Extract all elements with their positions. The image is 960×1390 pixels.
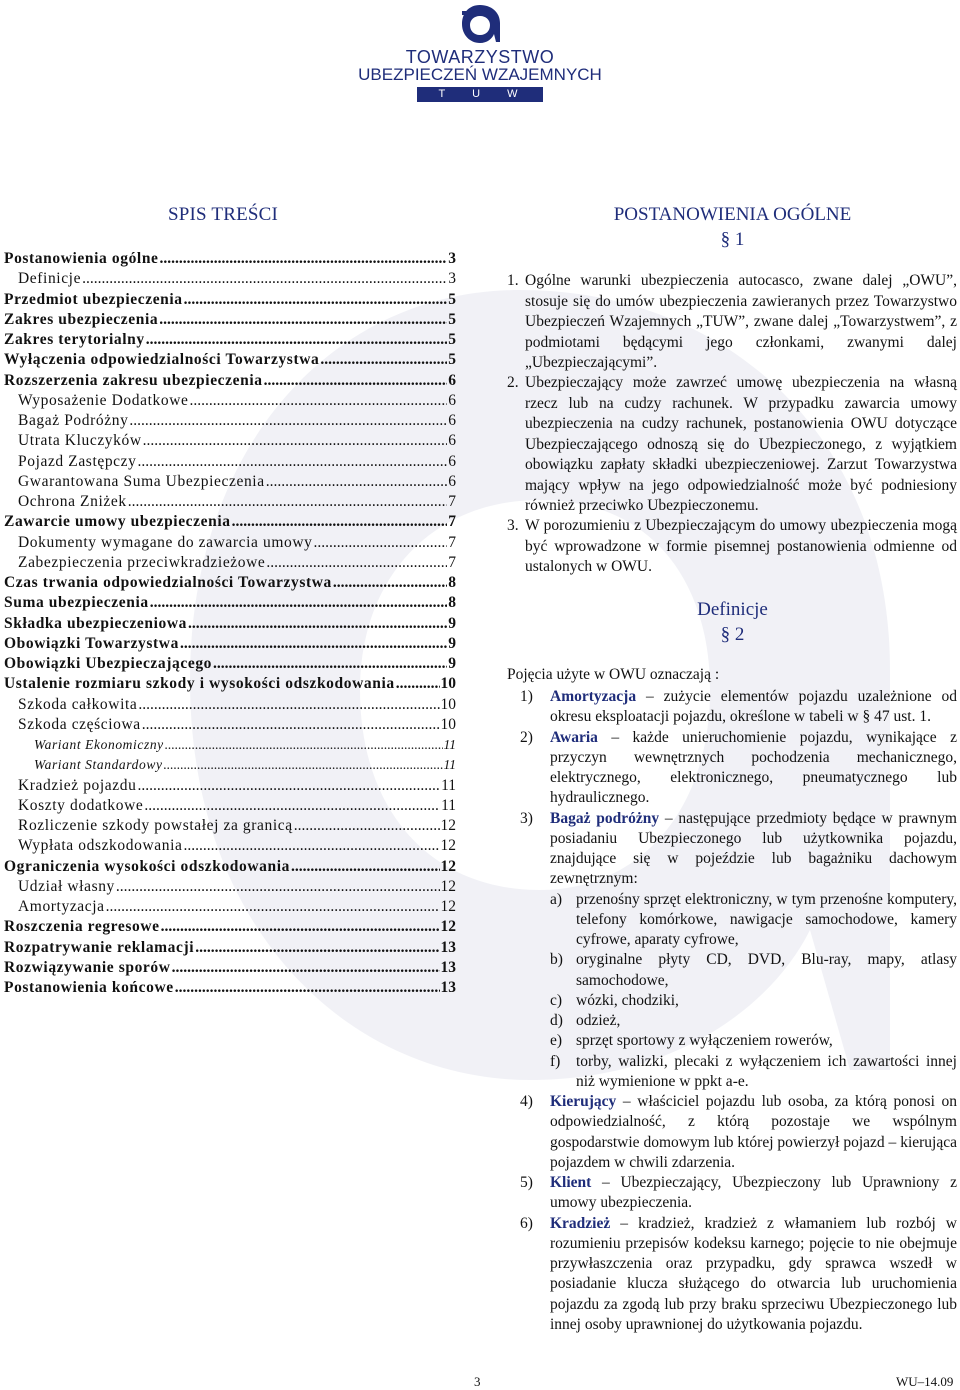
toc-dot-leader bbox=[159, 310, 447, 330]
definition-term: Kierujący bbox=[550, 1093, 617, 1110]
definition-subitem-text: odzież, bbox=[576, 1012, 621, 1029]
toc-item-page: 6 bbox=[448, 452, 456, 470]
definition-subitem-letter: f) bbox=[550, 1052, 561, 1070]
toc-dot-leader bbox=[294, 816, 440, 836]
toc-item-page: 7 bbox=[448, 513, 456, 531]
toc-dot-leader bbox=[184, 290, 448, 310]
toc-dot-leader bbox=[106, 897, 440, 917]
toc-item bbox=[4, 492, 456, 512]
toc-dot-leader bbox=[172, 958, 440, 978]
toc-item bbox=[4, 330, 456, 350]
toc-item-page: 11 bbox=[443, 757, 456, 773]
toc-item bbox=[4, 715, 456, 735]
toc-item bbox=[4, 472, 456, 492]
definition-term: Amortyzacja bbox=[550, 688, 637, 705]
toc-item bbox=[4, 371, 456, 391]
toc-dot-leader bbox=[266, 553, 447, 573]
toc-item-page: 7 bbox=[448, 493, 456, 510]
toc-dot-leader bbox=[146, 330, 448, 350]
definition-subitem bbox=[550, 991, 957, 1011]
logo-line1: TOWARZYSTWO bbox=[405, 47, 555, 67]
definition-subitem-letter: d) bbox=[550, 1012, 563, 1029]
toc-dot-leader bbox=[138, 452, 448, 472]
definition-term: Kradzież bbox=[550, 1214, 611, 1232]
toc-item-page: 3 bbox=[448, 270, 456, 288]
definition-subitem-text: torby, walizki, plecaki z wyłączeniem ich zawartości innej niż wymienione w ppkt a-e. bbox=[576, 1052, 957, 1090]
general-paragraph-3: 3. W porozumieniu z Ubezpieczającym do umowy ubezpieczenia mogą być wprowadzone w formie pisemnej postanowienia odmienne od ustalonych w OWU. bbox=[507, 517, 957, 575]
toc-item-label: Zawarcie umowy ubezpieczenia bbox=[4, 513, 231, 531]
toc-item-page: 12 bbox=[440, 817, 456, 834]
toc-dot-leader bbox=[138, 695, 439, 715]
toc-dot-leader bbox=[189, 391, 447, 411]
toc-item-page: 12 bbox=[440, 877, 456, 895]
toc-item-page: 5 bbox=[448, 331, 456, 348]
toc-item-page: 13 bbox=[440, 938, 456, 956]
definition-item bbox=[520, 1092, 957, 1173]
toc-dot-leader bbox=[116, 877, 440, 897]
toc-item-label: Obowiązki Ubezpieczającego bbox=[4, 655, 213, 672]
toc-item-label: Koszty dodatkowe bbox=[18, 796, 144, 814]
toc-item-page: 5 bbox=[448, 351, 456, 369]
definition-sublist bbox=[550, 890, 957, 1093]
toc-item-page: 12 bbox=[440, 918, 456, 936]
definition-term: Klient bbox=[550, 1174, 592, 1191]
toc-item-page: 11 bbox=[441, 796, 456, 814]
definition-number: 1) bbox=[520, 688, 533, 705]
toc-item-label: Obowiązki Towarzystwa bbox=[4, 634, 179, 652]
toc-item bbox=[4, 958, 456, 978]
toc-item-label: Czas trwania odpowiedzialności Towarzystwa bbox=[4, 574, 332, 591]
toc-item-label: Roszczenia regresowe bbox=[4, 918, 160, 936]
toc-item bbox=[4, 877, 456, 897]
toc-dot-leader bbox=[188, 614, 447, 634]
toc-item bbox=[4, 796, 456, 816]
toc-dot-leader bbox=[264, 371, 448, 391]
definition-subitem bbox=[550, 1052, 957, 1093]
toc-item-label: Suma ubezpieczenia bbox=[4, 594, 149, 612]
document-code: WU–14.09 bbox=[896, 1374, 954, 1389]
toc-item bbox=[4, 836, 456, 856]
toc-dot-leader bbox=[213, 654, 447, 674]
toc-item-label: Szkoda częściowa bbox=[18, 715, 141, 733]
toc-item bbox=[4, 634, 456, 654]
toc-dot-leader bbox=[183, 836, 439, 856]
definition-subitem bbox=[550, 890, 957, 951]
toc-item bbox=[4, 533, 456, 553]
definition-term: Bagaż podróżny bbox=[550, 809, 660, 827]
definition-subitem-text: przenośny sprzęt elektroniczny, w tym przenośne komputery, telefony komórkowe, nawigacje samochodowe, kamery cyfrowe, aparaty cyfrowe, bbox=[576, 890, 957, 948]
toc-dot-leader bbox=[396, 674, 440, 694]
toc-item-label: Ograniczenia wysokości odszkodowania bbox=[4, 857, 290, 875]
definition-subitem bbox=[550, 1011, 957, 1031]
toc-item-label: Postanowienia końcowe bbox=[4, 979, 174, 996]
toc-item-page: 9 bbox=[448, 634, 456, 652]
definition-subitem-text: wózki, chodziki, bbox=[576, 991, 679, 1009]
toc-item-label: Postanowienia ogólne bbox=[4, 250, 159, 267]
toc-item-label: Bagaż Podróżny bbox=[18, 412, 129, 429]
toc-item bbox=[4, 614, 456, 634]
toc-item bbox=[4, 391, 456, 411]
toc-item bbox=[4, 593, 456, 613]
toc-item-page: 8 bbox=[448, 574, 456, 591]
toc-item bbox=[4, 249, 456, 269]
definition-item bbox=[520, 687, 957, 728]
definition-item bbox=[520, 809, 957, 1093]
toc-item bbox=[4, 431, 456, 451]
toc-item-label: Pojazd Zastępczy bbox=[18, 452, 137, 470]
toc-item-page: 7 bbox=[448, 533, 456, 551]
toc-item-page: 13 bbox=[440, 958, 456, 976]
toc-item bbox=[4, 938, 456, 958]
toc-item bbox=[4, 452, 456, 472]
toc-item-label: Kradzież pojazdu bbox=[18, 776, 137, 794]
definition-number: 5) bbox=[520, 1174, 533, 1191]
toc-dot-leader bbox=[195, 938, 439, 958]
toc-dot-leader bbox=[232, 512, 448, 532]
toc-item bbox=[4, 674, 456, 694]
toc-item-label: Rozliczenie szkody powstałej za granicą bbox=[18, 817, 293, 834]
toc-item-page: 3 bbox=[448, 250, 456, 267]
toc-item-label: Rozszerzenia zakresu ubezpieczenia bbox=[4, 371, 263, 389]
page-number: 3 bbox=[474, 1374, 481, 1389]
toc-item-page: 6 bbox=[448, 432, 456, 450]
toc-dot-leader bbox=[175, 978, 440, 998]
toc-dot-leader bbox=[314, 533, 448, 553]
toc-item-page: 12 bbox=[440, 857, 456, 875]
toc-dot-leader bbox=[180, 634, 447, 654]
toc-dot-leader bbox=[320, 350, 447, 370]
toc-dot-leader bbox=[82, 269, 447, 289]
definition-subitem-letter: c) bbox=[550, 991, 563, 1009]
toc-item bbox=[4, 654, 456, 674]
general-section: § 1 bbox=[720, 229, 745, 250]
toc-item bbox=[4, 411, 456, 431]
toc-item-page: 12 bbox=[440, 898, 456, 915]
tuw-emblem-icon bbox=[458, 2, 502, 46]
toc-item bbox=[4, 553, 456, 573]
definition-subitem-letter: b) bbox=[550, 951, 563, 969]
toc-item-page: 6 bbox=[448, 412, 456, 429]
toc-dot-leader bbox=[160, 249, 448, 269]
toc-item-label: Przedmiot ubezpieczenia bbox=[4, 290, 183, 308]
definition-item bbox=[520, 1173, 957, 1214]
toc-dot-leader bbox=[266, 472, 448, 492]
toc-item-label: Gwarantowana Suma Ubezpieczenia bbox=[18, 472, 265, 490]
toc-dot-leader bbox=[142, 715, 440, 735]
toc-item bbox=[4, 816, 456, 836]
toc-item-page: 6 bbox=[448, 472, 456, 490]
toc-item-label: Wypłata odszkodowania bbox=[18, 837, 183, 855]
toc-item-page: 11 bbox=[443, 737, 456, 752]
definition-text: – Ubezpieczający, Ubezpieczony lub Uprawniony z umowy ubezpieczenia. bbox=[550, 1174, 957, 1212]
toc-item-page: 5 bbox=[448, 290, 456, 308]
definition-number: 2) bbox=[520, 728, 533, 746]
toc-item-page: 10 bbox=[440, 675, 456, 693]
toc-item-label: Dokumenty wymagane do zawarcia umowy bbox=[18, 533, 313, 551]
definition-text: – następujące przedmioty będące w prawnym posiadaniu Ubezpieczonego lub użytkownika pojazdu, znajdujące się w pojeździe lub bagażniku dachowym zewnętrznym: bbox=[550, 809, 957, 888]
toc-item bbox=[4, 290, 456, 310]
toc-dot-leader bbox=[164, 755, 443, 775]
toc-dot-leader bbox=[129, 411, 447, 431]
toc-item-label: Zabezpieczenia przeciwkradzieżowe bbox=[18, 553, 266, 571]
toc-item-page: 5 bbox=[448, 310, 456, 328]
toc-item-page: 13 bbox=[440, 979, 456, 996]
toc-item-page: 6 bbox=[448, 371, 456, 389]
toc-dot-leader bbox=[165, 735, 443, 755]
logo-line2: UBEZPIECZEŃ WZAJEMNYCH bbox=[358, 65, 602, 84]
toc-item bbox=[4, 735, 456, 755]
toc-list bbox=[4, 249, 456, 998]
toc-item bbox=[4, 755, 456, 775]
general-paragraph-2: 2. Ubezpieczający może zawrzeć umowę ubezpieczenia na własną rzecz lub na cudzy rachunek. W przypadku zawarcia umowy ubezpieczenia na cudzy rachunek, postanowienia OWU dotyczące Ubezpieczającego odnoszą się do Ubezpieczonego, z wyjątkiem obowiązku zapłaty składki ubezpieczeniowej. Zarzut Towarzystwa mający wpływ na jego odpowiedzialność może być podniesiony również przeciwko Ubezpieczonemu. bbox=[507, 374, 957, 514]
definition-number: 6) bbox=[520, 1214, 533, 1232]
toc-item-label: Zakres terytorialny bbox=[4, 331, 145, 348]
definitions-title: Definicje bbox=[697, 599, 768, 620]
toc-item-label: Wyposażenie Dodatkowe bbox=[18, 391, 189, 409]
definition-text: – każde unieruchomienie pojazdu, wynikające z przyczyn wewnętrznych pochodzenia mechanicznego, elektrycznego, elektronicznego, pneumatycznego lub hydraulicznego. bbox=[550, 728, 957, 807]
definition-subitem-text: sprzęt sportowy z wyłączeniem rowerów, bbox=[576, 1032, 833, 1050]
toc-item-label: Zakres ubezpieczenia bbox=[4, 310, 159, 328]
general-paragraph-1: 1. Ogólne warunki ubezpieczenia autocasco, zwane dalej „OWU”, stosuje się do umów ubezpieczenia zawieranych przez Towarzystwo Ubezpieczeń Wzajemnych „TUW”, zwane dalej „Towarzystwem”, z podmiotami będącymi jego członkami, zwanymi dalej „Ubezpieczającymi”. bbox=[507, 272, 957, 371]
toc-item bbox=[4, 350, 456, 370]
definition-term: Awaria bbox=[550, 728, 598, 746]
toc-item bbox=[4, 776, 456, 796]
toc-item-label: Ochrona Zniżek bbox=[18, 493, 127, 510]
toc-item-label: Szkoda całkowita bbox=[18, 695, 138, 713]
toc-dot-leader bbox=[137, 776, 440, 796]
toc-item-label: Wariant Ekonomiczny bbox=[34, 737, 164, 752]
toc-item bbox=[4, 917, 456, 937]
toc-item bbox=[4, 857, 456, 877]
logo-abbr-bar: T U W bbox=[417, 87, 543, 102]
definitions-list bbox=[520, 687, 957, 1335]
toc-item-page: 9 bbox=[448, 655, 456, 672]
definitions-intro: Pojęcia użyte w OWU oznaczają : bbox=[507, 666, 720, 683]
toc-item-label: Rozpatrywanie reklamacji bbox=[4, 938, 195, 956]
toc-item-page: 12 bbox=[440, 837, 456, 855]
toc-item-label: Definicje bbox=[18, 270, 82, 288]
toc-title: SPIS TREŚCI bbox=[168, 204, 279, 225]
definitions-section: § 2 bbox=[720, 624, 745, 645]
toc-dot-leader bbox=[333, 573, 447, 593]
toc-item-page: 8 bbox=[448, 594, 456, 612]
definition-subitem-letter: a) bbox=[550, 890, 563, 908]
toc-item-page: 6 bbox=[448, 391, 456, 409]
definition-number: 4) bbox=[520, 1093, 533, 1110]
toc-item-label: Rozwiązywanie sporów bbox=[4, 958, 171, 976]
toc-item-label: Wyłączenia odpowiedzialności Towarzystwa bbox=[4, 351, 320, 369]
toc-item-label: Amortyzacja bbox=[18, 898, 105, 915]
general-title: POSTANOWIENIA OGÓLNE bbox=[613, 204, 852, 225]
company-logo bbox=[358, 2, 602, 110]
definition-subitem bbox=[550, 950, 957, 991]
toc-item bbox=[4, 310, 456, 330]
toc-item bbox=[4, 269, 456, 289]
toc-item bbox=[4, 978, 456, 998]
toc-item-label: Ustalenie rozmiaru szkody i wysokości odszkodowania bbox=[4, 675, 395, 693]
toc-item bbox=[4, 897, 456, 917]
toc-item-page: 9 bbox=[448, 614, 456, 632]
toc-item-label: Utrata Kluczyków bbox=[18, 432, 142, 450]
definition-text: – właściciel pojazdu lub osoba, za którą ponosi on odpowiedzialność, z którą pozostaje we wspólnym gospodarstwie domowym lub której powierzył pojazd – kierująca pojazdem w chwili zdarzenia. bbox=[550, 1093, 957, 1171]
toc-item bbox=[4, 573, 456, 593]
toc-item-page: 10 bbox=[440, 695, 456, 713]
toc-dot-leader bbox=[144, 796, 440, 816]
toc-dot-leader bbox=[128, 492, 448, 512]
definition-text: – kradzież, kradzież z włamaniem lub rozbój w rozumieniu przepisów kodeksu karnego; pojęcie to nie obejmuje przywłaszczenia oraz przypadku, gdy sprawca wszedł w posiadanie klucza służącego do otwarcia lub uruchomienia pojazdu za zgodą lub przy braku sprzeciwu Ubezpieczonego lub innej osoby uprawnionej do użytkowania pojazdu. bbox=[550, 1214, 957, 1333]
definition-subitem-letter: e) bbox=[550, 1032, 563, 1050]
toc-item-page: 11 bbox=[441, 776, 456, 794]
definition-subitem bbox=[550, 1031, 957, 1051]
definition-number: 3) bbox=[520, 809, 533, 827]
definition-item bbox=[520, 1214, 957, 1336]
toc-dot-leader bbox=[150, 593, 448, 613]
toc-item-page: 7 bbox=[448, 553, 456, 571]
toc-dot-leader bbox=[291, 857, 440, 877]
toc-item-page: 10 bbox=[440, 715, 456, 733]
definition-item bbox=[520, 728, 957, 809]
definition-text: – zużycie elementów pojazdu uzależnione od okresu eksploatacji pojazdu, określone w tabeli w § 47 ust. 1. bbox=[550, 688, 957, 726]
definition-subitem-text: oryginalne płyty CD, DVD, Blu-ray, mapy, atlasy samochodowe, bbox=[576, 951, 957, 989]
toc-item-label: Wariant Standardowy bbox=[34, 757, 163, 773]
toc-item bbox=[4, 512, 456, 532]
toc-dot-leader bbox=[143, 431, 448, 451]
toc-item-label: Składka ubezpieczeniowa bbox=[4, 614, 188, 632]
toc-item bbox=[4, 695, 456, 715]
toc-dot-leader bbox=[161, 917, 440, 937]
toc-item-label: Udział własny bbox=[18, 877, 115, 895]
